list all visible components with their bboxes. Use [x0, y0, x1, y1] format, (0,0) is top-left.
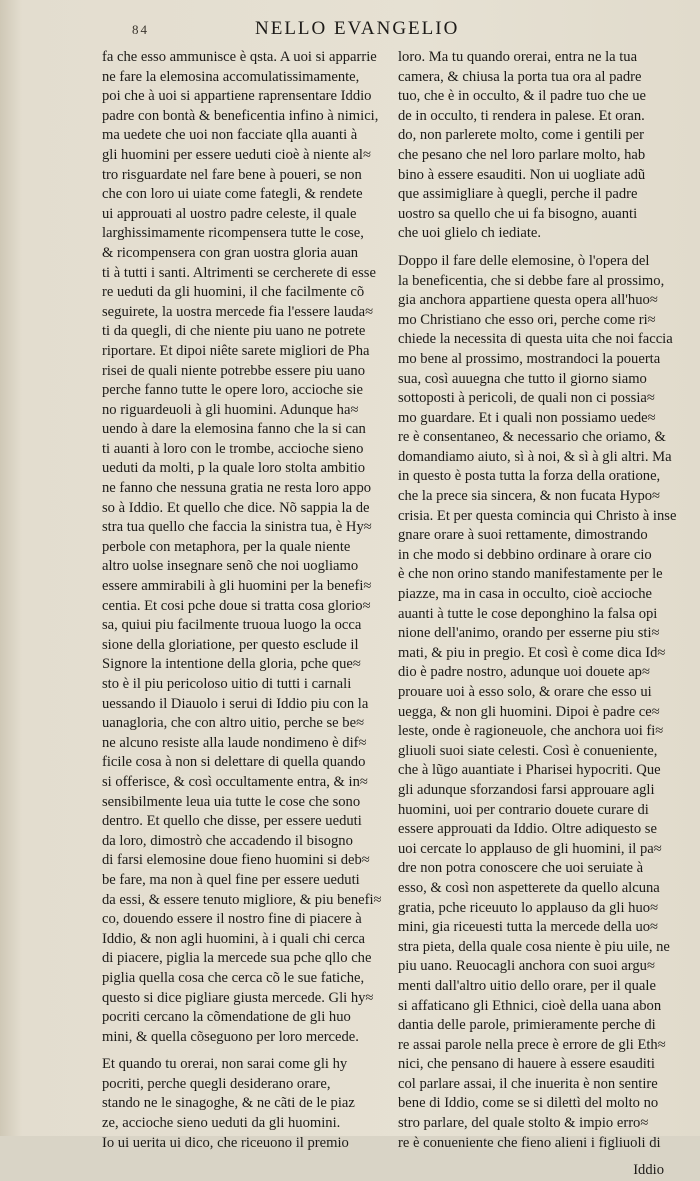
text-line: risei de quali niente potrebbe essere piu uano [102, 362, 366, 379]
text-line: essere approuati da Iddio. Oltre adiquesto se [398, 821, 657, 838]
text-line: huomini, uoi per contrario douete curare di [398, 801, 649, 818]
left-paragraph-1 [102, 48, 388, 1047]
text-line: sa, quiui piu facilmente truoua luogo la occa [102, 617, 362, 634]
text-line: ti à tutti i santi. Altrimenti se cercherete di esse [102, 264, 376, 281]
text-line: sua, così auuegna che tutto il giorno siamo [398, 370, 647, 387]
text-line: poi che à uoi si appartiene raprensentare Iddio [102, 88, 372, 105]
text-line: si offerisce, & così occultamente entra, & in≈ [102, 773, 368, 790]
text-line: piglia quella cosa che cerca cõ le sue fatiche, [102, 969, 365, 986]
text-line: essere ammirabili à gli huomini per la benefi≈ [102, 578, 372, 595]
text-line: da essi, & essere tenuto migliore, & piu benefi≈ [102, 891, 382, 908]
text-line: stro parlare, del quale stolto & impio erro≈ [398, 1115, 649, 1132]
right-paragraph-1 [398, 48, 682, 244]
text-line: fa che esso ammunisce è qsta. A uoi si apparrie [102, 49, 377, 65]
text-line: de in occulto, ti rendera in palese. Et oran. [398, 107, 645, 124]
text-line: re è consentaneo, & necessario che oriamo, & [398, 429, 666, 446]
text-line: gli adunque sforzandosi farsi approuare agli [398, 781, 655, 798]
text-line: mo bene al prossimo, mostrandoci la pouerta [398, 350, 661, 367]
text-line: riportare. Et dipoi niête sarete migliori de Pha [102, 342, 370, 359]
text-line: tro risguardate nel fare bene à poueri, se non [102, 166, 362, 183]
text-line: camera, & chiusa la porta tua ora al padre [398, 68, 642, 85]
text-line: stra pieta, della quale cosa niente è piu uile, ne [398, 938, 670, 955]
text-line: che pesano che nel loro parlare molto, hab [398, 146, 646, 163]
text-line: no riguardeuoli à gli huomini. Adunque ha≈ [102, 401, 359, 418]
page-header [0, 18, 700, 44]
text-line: nici, che pensano di hauere à essere esauditi [398, 1056, 655, 1073]
text-line: gliuoli suoi siate celesti. Così è conueniente, [398, 742, 658, 759]
text-line: mati, & piu in pregio. Et così è come dica Id≈ [398, 644, 666, 661]
text-line: in questo è posta tutta la forza della oratione, [398, 468, 661, 485]
text-line: sto è il piu pericoloso uitio di tutti i carnali [102, 676, 352, 692]
text-line: dentro. Et quello che disse, per essere ueduti [102, 813, 362, 830]
text-line: padre con bontà & beneficentia infino à nimici, [102, 107, 379, 124]
text-line: so à Iddio. Et quello che dice. Nõ sappia la de [102, 499, 370, 516]
text-line: Signore la intentione della gloria, pche que≈ [102, 656, 361, 673]
text-line: ne fare la elemosina accomulatissimamente, [102, 68, 360, 85]
text-line: gia anchora appartiene questa opera all'huo≈ [398, 292, 658, 309]
text-line: Et quando tu orerai, non sarai come gli hy [102, 1056, 348, 1073]
text-line: Iddio, & non agli huomini, à i quali chi cerca [102, 930, 366, 947]
left-column [102, 48, 388, 1161]
text-line: ze, accioche sieno ueduti da gli huomini. [102, 1115, 341, 1132]
text-line: da loro, dimostrò che accadendo il bisogno [102, 832, 353, 849]
text-line: che la prece sia sincera, & non fucata Hypo≈ [398, 488, 661, 505]
text-line: è che non orino stando manifestamente per le [398, 566, 663, 583]
text-line: si affaticano gli Ethnici, cioè della uana abon [398, 997, 662, 1014]
text-line: sione della gloriatione, per questo esclude il [102, 636, 359, 653]
text-line: ti auanti à loro con le trombe, accioche sieno [102, 440, 364, 457]
text-line: ne fanno che nessuna gratia ne resta loro appo [102, 480, 372, 497]
text-line: uegga, & non gli huomini. Dipoi è padre ce≈ [398, 703, 660, 720]
text-line: uostro sa quello che ui fa bisogno, auanti [398, 205, 638, 222]
text-line: mini, gia riceuesti tutta la mercede della uo≈ [398, 919, 659, 936]
text-line: ficile cosa à non si delettare di quella quando [102, 754, 366, 771]
text-line: gli huomini per essere ueduti cioè à niente al≈ [102, 146, 371, 163]
text-line: la beneficentia, che si debbe fare al prossimo, [398, 272, 665, 289]
text-line: domandiamo aiuto, sì à noi, & sì à gli altri. Ma [398, 448, 672, 465]
text-line: stra tua quello che faccia la sinistra tua, è Hy≈ [102, 519, 372, 536]
text-line: mini, & quella cõseguono per loro mercede. [102, 1028, 359, 1045]
text-line: ui approuati al uostro padre celeste, il quale [102, 205, 357, 222]
right-paragraph-2 [398, 252, 682, 1153]
text-line: gnare orare à suoi rettamente, dimostrando [398, 527, 648, 544]
folio-number: 84 [132, 22, 149, 37]
text-line: col parlare assai, il che inuerita è non sentire [398, 1075, 658, 1092]
text-line: seguirete, la uostra mercede fia l'essere lauda≈ [102, 303, 374, 320]
text-line: altro uolse insegnare senõ che noi uogliamo [102, 558, 359, 575]
text-line: che à lũgo auantiate i Pharisei hypocriti. Que [398, 762, 661, 779]
text-line: di piacere, piglia la mercede sua pche qllo che [102, 950, 372, 967]
text-line: pocriti, perche quegli desiderano orare, [102, 1075, 331, 1092]
right-column [398, 48, 682, 1181]
text-line: larghissimamente ricompensera tutte le cose, [102, 225, 364, 242]
text-line: uoi cercate lo applauso de gli huomini, il pa≈ [398, 840, 662, 857]
text-line: sensibilmente leua uia tutte le cose che sono [102, 793, 361, 810]
text-line: mo guardare. Et i quali non possiamo uede≈ [398, 409, 656, 426]
text-line: gratia, pche riceuuto lo applauso da gli huo≈ [398, 899, 659, 916]
catchword: Iddio [633, 1162, 664, 1179]
text-line: bino à essere esauditi. Non ui uogliate adũ [398, 166, 646, 183]
text-line: chiede la necessita di questa uita che noi faccia [398, 331, 673, 348]
text-line: re assai parole nella prece è errore de gli Eth≈ [398, 1036, 666, 1053]
text-line: uendo à dare la elemosina fanno che la si can [102, 421, 366, 438]
text-line: ne alcuno resiste alla laude nondimeno è dif≈ [102, 734, 367, 751]
text-line: be fare, ma non à quel fine per essere ueduti [102, 871, 360, 888]
text-line: re ueduti da gli huomini, il che facilmente cõ [102, 284, 365, 301]
text-line: perbole con metaphora, per la quale niente [102, 538, 351, 555]
text-line: esso, & così non aspetterete da quello alcuna [398, 879, 660, 896]
text-line: do, non parlerete molto, come i gentili per [398, 127, 644, 144]
text-line: piazze, ma in casa in occulto, cioè accioche [398, 586, 653, 603]
text-line: tuo, che è in occulto, & il padre tuo che ue [398, 88, 647, 105]
left-paragraph-2 [102, 1055, 388, 1153]
text-line: uanagloria, che con altro uitio, perche se be≈ [102, 715, 365, 732]
text-line: Doppo il fare delle elemosine, ò l'opera del [398, 252, 650, 269]
text-line: co, douendo essere il nostro fine di piacere à [102, 911, 362, 928]
text-line: che uoi glielo ch iediate. [398, 225, 542, 242]
text-line: dre non potra conoscere che uoi seruiate à [398, 860, 644, 877]
text-line: bene di Iddio, come se si dilettì del molto no [398, 1095, 659, 1112]
text-line: ti da quegli, di che niente piu uano ne potrete [102, 323, 366, 340]
text-line: piu uano. Reuocagli anchora con suoi argu≈ [398, 958, 655, 975]
text-line: prouare uoi à esso solo, & orare che esso ui [398, 684, 652, 700]
text-line: & ricompensera con gran uostra gloria auan [102, 244, 359, 261]
text-line: dio è padre nostro, adunque uoi douete ap≈ [398, 664, 650, 681]
text-line: menti dall'altro uitio dello orare, per il quale [398, 977, 656, 994]
text-line: sottoposti à pericoli, de quali non ci possia≈ [398, 390, 655, 407]
text-line: uessando il Diauolo i serui di Iddio piu con la [102, 695, 369, 712]
text-line: mo Christiano che esso ori, perche come ri≈ [398, 311, 656, 328]
text-line: nione dell'animo, orando per esserne piu sti≈ [398, 625, 660, 642]
text-line: pocriti cercano la cõmendatione de gli huo [102, 1009, 351, 1026]
text-line: auanti à tutte le cose deponghino la falsa opi [398, 605, 658, 622]
text-line: centia. Et cosi pche doue si tratta cosa glorio≈ [102, 597, 371, 614]
text-line: in che modo si debbino ordinare à orare cio [398, 546, 652, 563]
text-line: che con loro ui uiate come fategli, & rendete [102, 186, 363, 203]
text-line: que assimigliare à quegli, perche il padre [398, 186, 638, 203]
text-line: Io ui uerita ui dico, che riceuono il premio [102, 1134, 349, 1151]
text-line: re è conueniente che fieno alieni i figliuoli di [398, 1134, 661, 1151]
text-line: loro. Ma tu quando orerai, entra ne la tua [398, 49, 638, 65]
text-line: dantia delle parole, primieramente perche di [398, 1017, 656, 1034]
text-line: perche fanno tutte le opere loro, accioche sie [102, 382, 363, 399]
text-line: questo si dice pigliare giusta mercede. Gli hy≈ [102, 989, 374, 1006]
text-line: crisia. Et per questa comincia qui Christo à inse [398, 507, 677, 524]
text-line: di farsi elemosine doue fieno huomini si deb≈ [102, 852, 370, 869]
text-line: stando ne le sinagoghe, & ne cãti de le piaz [102, 1095, 355, 1112]
text-line: ma uedete che uoi non facciate qlla auanti à [102, 127, 358, 144]
text-line: leste, onde è ragioneuole, che anchora uoi fi≈ [398, 723, 664, 740]
text-line: ueduti da molti, p la quale loro stolta ambitio [102, 460, 366, 477]
running-head: NELLO EVANGELIO [255, 18, 460, 39]
